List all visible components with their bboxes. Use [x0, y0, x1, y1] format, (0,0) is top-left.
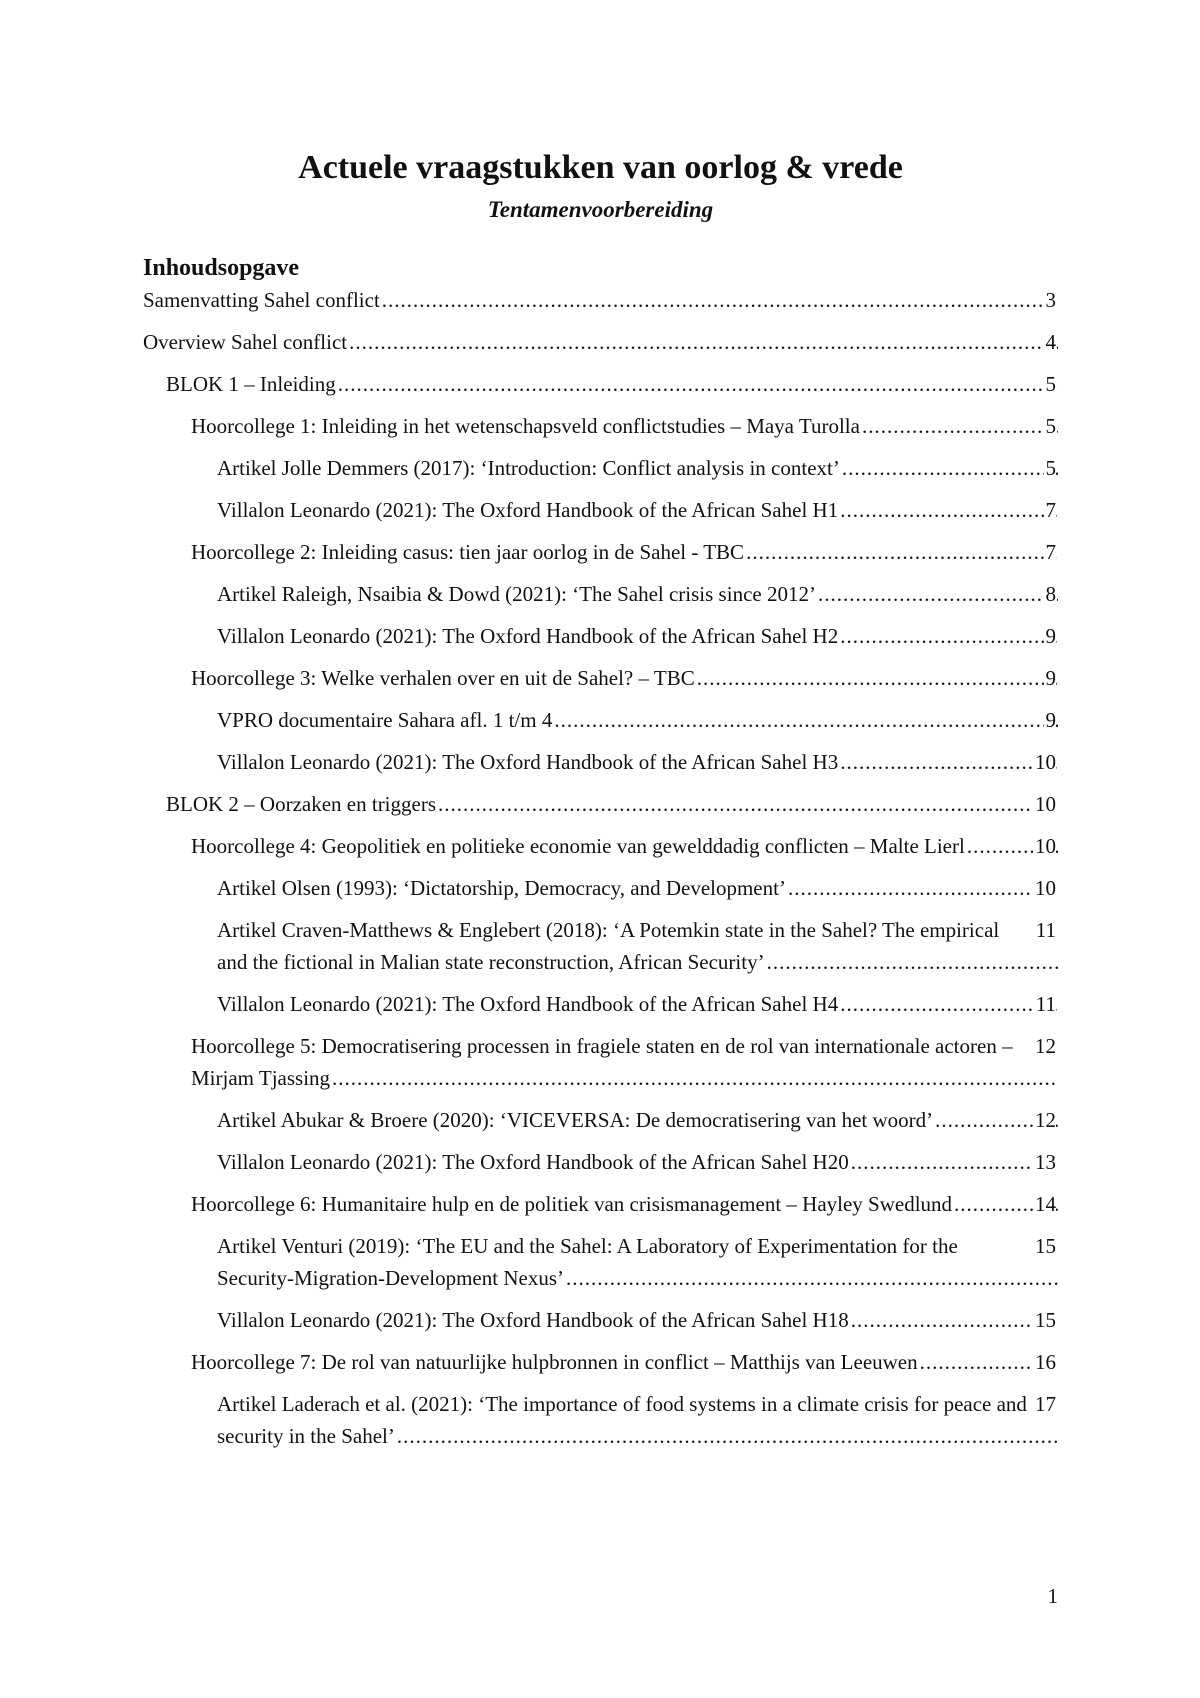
- toc-entry[interactable]: [143, 788, 1058, 820]
- toc-entry-text: [191, 834, 965, 858]
- toc-entry-text: [217, 498, 838, 522]
- toc-entry-page-number: 12: [1033, 1104, 1056, 1136]
- toc-entry[interactable]: [143, 704, 1058, 736]
- toc-entry-label: Villalon Leonardo (2021): The Oxford Handbook of the African Sahel H18: [217, 1308, 849, 1332]
- toc-entry-page-number: 9: [1044, 662, 1057, 694]
- toc-entry-label: Artikel Jolle Demmers (2017): ‘Introduction: Conflict analysis in context’: [217, 456, 840, 480]
- toc-entry[interactable]: [143, 326, 1058, 358]
- toc-entry-label: Hoorcollege 4: Geopolitiek en politieke economie van gewelddadig conflicten – Malte Lierl: [191, 834, 965, 858]
- toc-entry-text: [217, 1150, 849, 1174]
- toc-entry[interactable]: [143, 1304, 1058, 1336]
- toc-entry-label: Hoorcollege 2: Inleiding casus: tien jaar oorlog in de Sahel - TBC: [191, 540, 745, 564]
- toc-entry[interactable]: [143, 1346, 1058, 1378]
- toc-entry-page-number: 12: [1033, 1030, 1056, 1062]
- toc-heading: Inhoudsopgave: [143, 255, 300, 281]
- toc-entry-label: Artikel Abukar & Broere (2020): ‘VICEVERSA: De democratisering van het woord’: [217, 1108, 934, 1132]
- toc-entry-text: [166, 372, 336, 396]
- toc-entry-text: [217, 624, 838, 648]
- toc-entry-text: [143, 330, 347, 354]
- toc-entry-text: [217, 918, 999, 974]
- toc-entry-text: [217, 1392, 1027, 1448]
- toc-entry-label: Hoorcollege 6: Humanitaire hulp en de politiek van crisismanagement – Hayley Swedlund: [191, 1192, 953, 1216]
- toc-entry-page-number: 10: [1033, 872, 1056, 904]
- toc-entry[interactable]: [143, 1230, 1058, 1294]
- toc-entry-label: Artikel Laderach et al. (2021): ‘The importance of food systems in a climate crisis for peace and security in the Sahel’: [217, 1392, 1027, 1448]
- toc-entry-page-number: 10: [1033, 788, 1056, 820]
- toc-entry-page-number: 10: [1033, 746, 1056, 778]
- toc-entry-label: Hoorcollege 7: De rol van natuurlijke hulpbronnen in conflict – Matthijs van Leeuwen: [191, 1350, 918, 1374]
- toc-entry[interactable]: [143, 1030, 1058, 1094]
- toc-entry[interactable]: [143, 368, 1058, 400]
- toc-entry-text: [191, 1034, 1013, 1090]
- toc-entry-label: Villalon Leonardo (2021): The Oxford Handbook of the African Sahel H1: [217, 498, 839, 522]
- document-subtitle: Tentamenvoorbereiding: [487, 197, 714, 222]
- toc-entry-page-number: 15: [1033, 1230, 1056, 1262]
- toc-entry-page-number: 5: [1044, 452, 1057, 484]
- toc-entry-page-number: 9: [1044, 620, 1057, 652]
- toc-entry-text: [217, 1234, 958, 1290]
- toc-entry-page-number: 15: [1033, 1304, 1056, 1336]
- toc-entry-text: [217, 456, 840, 480]
- toc-entry[interactable]: [143, 410, 1058, 442]
- toc-entry-text: [217, 708, 552, 732]
- toc-entry-label: VPRO documentaire Sahara afl. 1 t/m 4: [217, 708, 553, 732]
- toc-entry[interactable]: [143, 578, 1058, 610]
- toc-entry-text: [217, 1108, 933, 1132]
- toc-entry[interactable]: [143, 988, 1058, 1020]
- toc-entry-label: Artikel Craven-Matthews & Englebert (2018): ‘A Potemkin state in the Sahel? The empirical and the fictional in Malian state reconstruction, African Security’: [217, 918, 1000, 974]
- toc-entry-label: Samenvatting Sahel conflict: [143, 288, 380, 312]
- toc-entry-text: [217, 750, 838, 774]
- toc-entry-page-number: 9: [1044, 704, 1057, 736]
- toc-entry-label: Villalon Leonardo (2021): The Oxford Handbook of the African Sahel H4: [217, 992, 839, 1016]
- toc-entry[interactable]: [143, 1104, 1058, 1136]
- toc-entry-text: [217, 582, 816, 606]
- toc-entry-label: Artikel Venturi (2019): ‘The EU and the Sahel: A Laboratory of Experimentation for the Security-Migration-Development Nexus’: [217, 1234, 958, 1290]
- toc-entry-page-number: 11: [1034, 988, 1056, 1020]
- toc-entry-page-number: 13: [1033, 1146, 1056, 1178]
- toc-entry-text: [166, 792, 436, 816]
- toc-entry-label: Villalon Leonardo (2021): The Oxford Handbook of the African Sahel H2: [217, 624, 839, 648]
- toc-entry[interactable]: [143, 536, 1058, 568]
- toc-entry[interactable]: [143, 914, 1058, 978]
- table-of-contents: [143, 284, 1058, 1452]
- toc-entry-text: [217, 992, 838, 1016]
- toc-entry-page-number: 17: [1033, 1388, 1056, 1420]
- toc-entry-label: Hoorcollege 1: Inleiding in het wetenschapsveld conflictstudies – Maya Turolla: [191, 414, 860, 438]
- toc-entry-label: BLOK 1 – Inleiding: [166, 372, 336, 396]
- toc-entry-page-number: 7: [1044, 536, 1057, 568]
- toc-entry-label: Hoorcollege 3: Welke verhalen over en uit de Sahel? – TBC: [191, 666, 695, 690]
- document-title: Actuele vraagstukken van oorlog & vrede: [298, 149, 903, 186]
- toc-entry[interactable]: [143, 872, 1058, 904]
- toc-entry-page-number: 3: [1044, 284, 1057, 316]
- toc-entry[interactable]: [143, 830, 1058, 862]
- toc-entry-page-number: 8: [1044, 578, 1057, 610]
- toc-entry-page-number: 11: [1034, 914, 1056, 946]
- toc-entry-text: [217, 876, 786, 900]
- toc-entry[interactable]: [143, 662, 1058, 694]
- toc-entry-label: BLOK 2 – Oorzaken en triggers: [166, 792, 437, 816]
- toc-entry[interactable]: [143, 746, 1058, 778]
- toc-entry-text: [191, 1192, 952, 1216]
- toc-entry-page-number: 14: [1033, 1188, 1056, 1220]
- toc-entry-page-number: 5: [1044, 410, 1057, 442]
- toc-entry-text: [217, 1308, 849, 1332]
- toc-entry[interactable]: [143, 620, 1058, 652]
- toc-entry-page-number: 4: [1044, 326, 1057, 358]
- toc-entry[interactable]: [143, 284, 1058, 316]
- toc-entry-page-number: 10: [1033, 830, 1056, 862]
- toc-entry-text: [191, 414, 860, 438]
- toc-entry-page-number: 16: [1033, 1346, 1056, 1378]
- toc-entry[interactable]: [143, 1388, 1058, 1452]
- toc-entry-page-number: 7: [1044, 494, 1057, 526]
- toc-entry-text: [191, 666, 695, 690]
- toc-entry-label: Villalon Leonardo (2021): The Oxford Handbook of the African Sahel H20: [217, 1150, 849, 1174]
- toc-entry[interactable]: [143, 494, 1058, 526]
- toc-entry-label: Overview Sahel conflict: [143, 330, 348, 354]
- toc-entry-label: Hoorcollege 5: Democratisering processen in fragiele staten en de rol van internationale actoren – Mirjam Tjassing: [191, 1034, 1013, 1090]
- toc-entry-label: Villalon Leonardo (2021): The Oxford Handbook of the African Sahel H3: [217, 750, 839, 774]
- page-number: 1: [1047, 1584, 1058, 1608]
- toc-entry-text: [191, 540, 744, 564]
- toc-entry-text: [191, 1350, 918, 1374]
- toc-entry[interactable]: [143, 452, 1058, 484]
- toc-entry[interactable]: [143, 1188, 1058, 1220]
- toc-entry-label: Artikel Olsen (1993): ‘Dictatorship, Democracy, and Development’: [217, 876, 786, 900]
- toc-entry-label: Artikel Raleigh, Nsaibia & Dowd (2021): ‘The Sahel crisis since 2012’: [217, 582, 816, 606]
- toc-entry-text: [143, 288, 380, 312]
- toc-entry-page-number: 5: [1044, 368, 1057, 400]
- toc-entry[interactable]: [143, 1146, 1058, 1178]
